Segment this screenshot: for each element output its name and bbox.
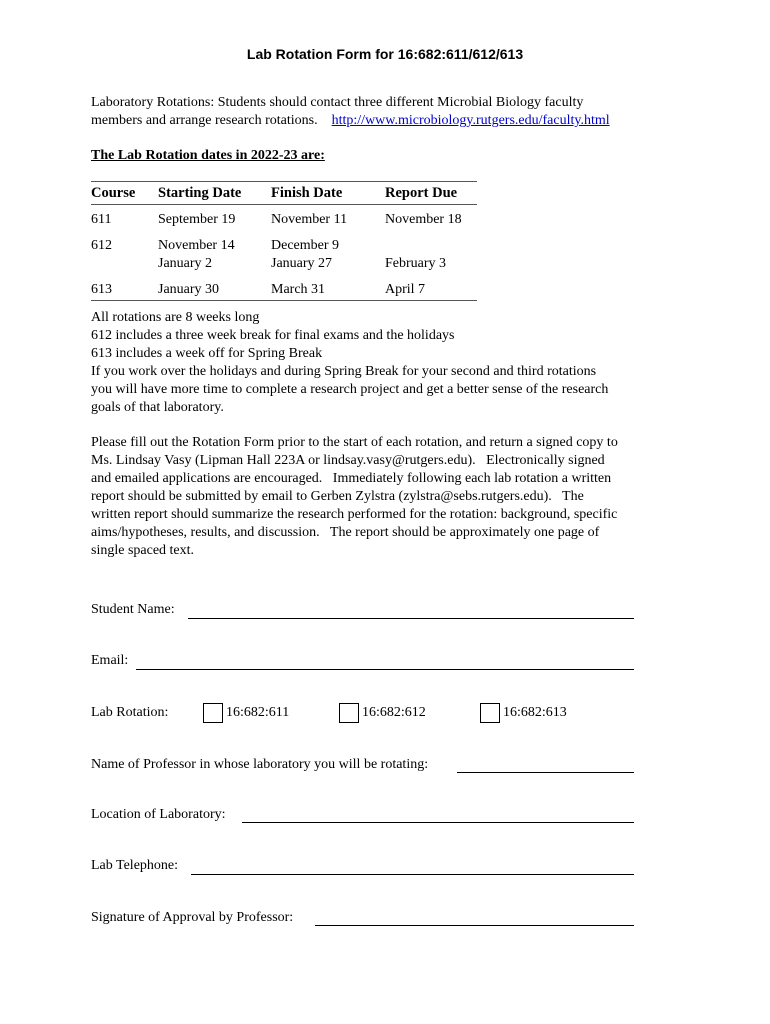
location-field[interactable] — [242, 822, 634, 823]
location-label: Location of Laboratory: — [91, 807, 226, 822]
cell-course: 611 — [91, 212, 112, 227]
instruction-line: written report should summarize the research performed for the rotation: background, specific — [91, 507, 618, 522]
option-613-label: 16:682:613 — [503, 705, 567, 720]
checkbox-611[interactable] — [203, 703, 223, 723]
table-header-rule — [91, 204, 477, 205]
cell-finish: March 31 — [271, 282, 326, 297]
telephone-label: Lab Telephone: — [91, 858, 179, 873]
instruction-line: and emailed applications are encouraged. Immediately following each lab rotation a written — [91, 471, 612, 486]
cell-report: April 7 — [385, 282, 426, 297]
telephone-field[interactable] — [191, 874, 634, 875]
dates-heading: The Lab Rotation dates in 2022-23 are: — [91, 148, 325, 163]
cell-start-2: January 2 — [158, 256, 213, 271]
lab-rotation-label: Lab Rotation: — [91, 705, 169, 720]
intro-line-2-text: members and arrange research rotations. — [91, 113, 318, 128]
instruction-line: single spaced text. — [91, 543, 195, 558]
email-label: Email: — [91, 653, 129, 668]
table-top-rule — [91, 181, 477, 182]
instruction-line: Ms. Lindsay Vasy (Lipman Hall 223A or lindsay.vasy@rutgers.edu). Electronically signed — [91, 453, 605, 468]
professor-field[interactable] — [457, 772, 634, 773]
col-header-course: Course — [91, 185, 136, 201]
professor-label: Name of Professor in whose laboratory you will be rotating: — [91, 757, 429, 772]
checkbox-612[interactable] — [339, 703, 359, 723]
faculty-link[interactable]: http://www.microbiology.rutgers.edu/faculty.html — [331, 113, 610, 128]
note-line: 613 includes a week off for Spring Break — [91, 346, 323, 361]
cell-start: November 14 — [158, 238, 235, 253]
signature-field[interactable] — [315, 925, 634, 926]
option-611-label: 16:682:611 — [226, 705, 290, 720]
note-line: you will have more time to complete a research project and get a better sense of the research — [91, 382, 609, 397]
cell-start: September 19 — [158, 212, 236, 227]
cell-course: 612 — [91, 238, 112, 253]
cell-course: 613 — [91, 282, 112, 297]
note-line: 612 includes a three week break for final exams and the holidays — [91, 328, 455, 343]
page-title: Lab Rotation Form for 16:682:611/612/613 — [246, 46, 524, 62]
cell-report: February 3 — [385, 256, 447, 271]
cell-finish: December 9 — [271, 238, 340, 253]
note-line: If you work over the holidays and during Spring Break for your second and third rotations — [91, 364, 597, 379]
col-header-report: Report Due — [385, 185, 458, 201]
col-header-start: Starting Date — [158, 185, 242, 201]
cell-start: January 30 — [158, 282, 220, 297]
checkbox-613[interactable] — [480, 703, 500, 723]
cell-finish: November 11 — [271, 212, 348, 227]
note-line: goals of that laboratory. — [91, 400, 224, 415]
signature-label: Signature of Approval by Professor: — [91, 910, 294, 925]
cell-report: November 18 — [385, 212, 462, 227]
col-header-finish: Finish Date — [271, 185, 343, 201]
cell-finish-2: January 27 — [271, 256, 333, 271]
option-612-label: 16:682:612 — [362, 705, 426, 720]
table-bottom-rule — [91, 300, 477, 301]
note-line: All rotations are 8 weeks long — [91, 310, 260, 325]
email-field[interactable] — [136, 669, 634, 670]
intro-line-1: Laboratory Rotations: Students should contact three different Microbial Biology faculty — [91, 95, 584, 110]
intro-line-2 — [91, 112, 610, 130]
instruction-line: report should be submitted by email to Gerben Zylstra (zylstra@sebs.rutgers.edu). The — [91, 489, 584, 504]
instruction-line: aims/hypotheses, results, and discussion. The report should be approximately one page of — [91, 525, 600, 540]
student-name-field[interactable] — [188, 618, 634, 619]
instruction-line: Please fill out the Rotation Form prior to the start of each rotation, and return a signed copy to — [91, 435, 618, 450]
student-name-label: Student Name: — [91, 602, 175, 617]
